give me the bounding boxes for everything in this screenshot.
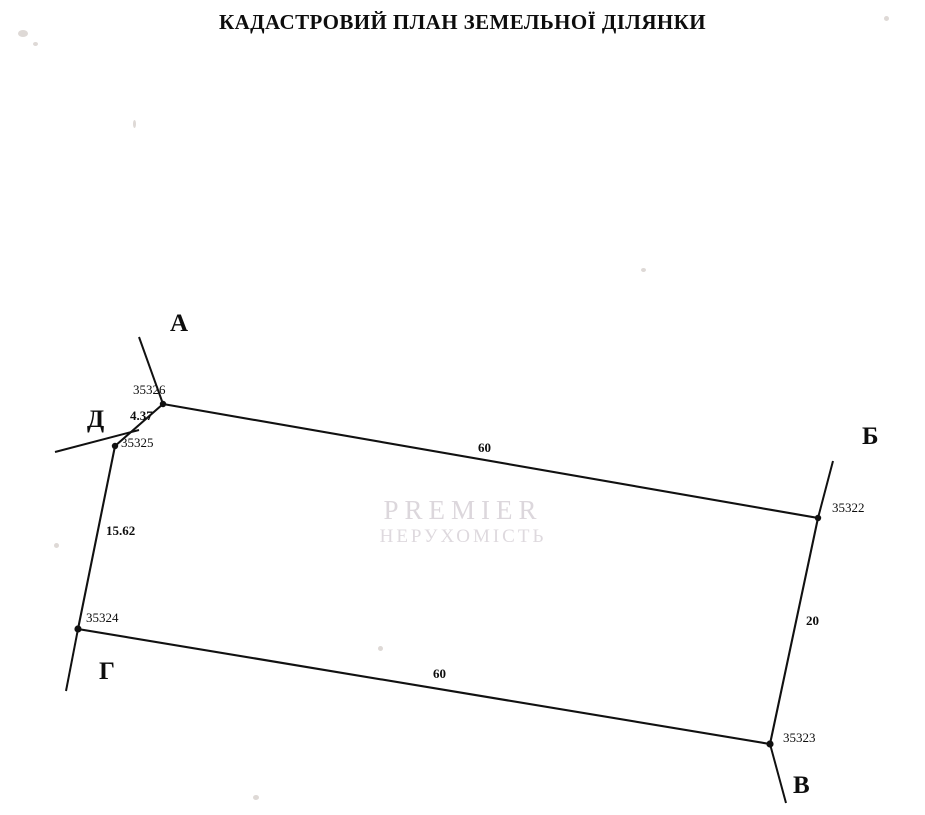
watermark-primary-text: PREMIER: [383, 495, 543, 525]
point-id-35323: 35323: [783, 730, 816, 745]
scan-speck: [378, 646, 383, 651]
side-length-bottom: 60: [433, 666, 446, 681]
side-length-left: 15.62: [106, 523, 136, 538]
watermark-secondary-text: НЕРУХОМІСТЬ: [379, 526, 547, 547]
scan-speck: [18, 30, 28, 37]
page-title: КАДАСТРОВИЙ ПЛАН ЗЕМЕЛЬНОЇ ДІЛЯНКИ: [218, 10, 707, 34]
point-id-35325: 35325: [121, 435, 154, 450]
scan-speck: [33, 42, 38, 46]
boundary-point-35326: [160, 401, 166, 407]
boundary-point-35323: [766, 740, 773, 747]
extension-line-v: [770, 744, 786, 803]
boundary-point-35325: [112, 443, 118, 449]
side-length-top: 60: [478, 440, 491, 455]
boundary-point-35322: [815, 515, 821, 521]
scan-speck: [884, 16, 889, 21]
scan-speck: [133, 120, 136, 128]
boundary-point-35324: [74, 625, 81, 632]
corner-label-b: Б: [862, 423, 879, 450]
side-length-d-a: 4.37: [130, 408, 153, 423]
extension-line-g: [66, 629, 78, 691]
parcel-boundary: [78, 404, 818, 744]
point-id-35324: 35324: [86, 610, 119, 625]
scan-speck: [641, 268, 646, 272]
extension-line-b: [818, 461, 833, 518]
corner-label-v: В: [793, 772, 810, 799]
side-length-right: 20: [806, 613, 819, 628]
corner-label-g: Г: [99, 658, 115, 685]
point-id-35326: 35326: [133, 382, 166, 397]
scan-speck: [253, 795, 259, 800]
corner-label-d: Д: [87, 406, 105, 433]
scan-speck: [54, 543, 59, 548]
point-id-35322: 35322: [832, 500, 865, 515]
corner-label-a: А: [170, 310, 189, 337]
